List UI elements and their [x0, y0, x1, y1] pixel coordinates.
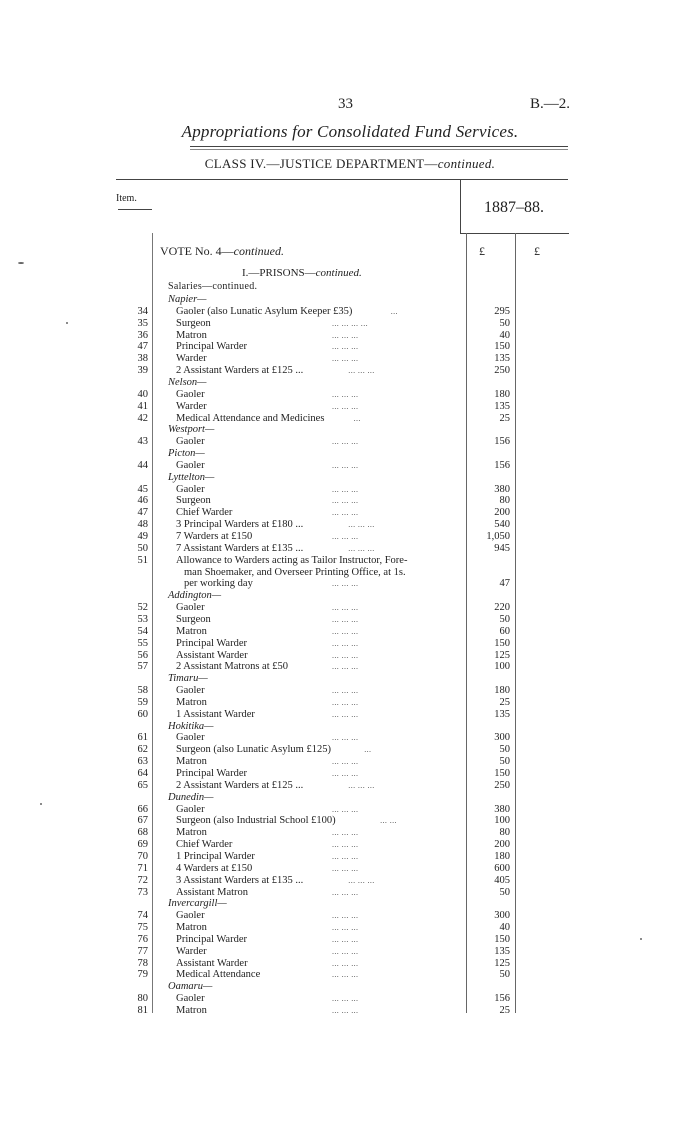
- table-row: [0, 661, 700, 673]
- table-row: [0, 519, 700, 531]
- leader-dots: ... ... ...: [332, 994, 359, 1004]
- item-amount: 200: [494, 839, 510, 851]
- location-name: Invercargill—: [168, 898, 227, 910]
- location-subheading: [0, 448, 700, 460]
- item-amount: 50: [499, 756, 510, 768]
- item-amount: 300: [494, 732, 510, 744]
- leader-dots: ... ... ...: [332, 686, 359, 696]
- item-number: 52: [137, 602, 148, 614]
- item-number: 50: [137, 542, 148, 554]
- item-amount: 80: [499, 495, 510, 507]
- item-description: 4 Warders at £150: [176, 862, 253, 874]
- leader-dots: ... ... ...: [332, 923, 359, 933]
- item-amount: 125: [494, 649, 510, 661]
- item-description: 2 Assistant Matrons at £50: [176, 661, 288, 673]
- item-number: 40: [137, 388, 148, 400]
- item-description: Warder: [176, 353, 207, 365]
- table-row: [0, 827, 700, 839]
- item-number: 56: [137, 649, 148, 661]
- table-row: [0, 839, 700, 851]
- item-description: 3 Principal Warders at £180 ...: [176, 519, 304, 531]
- item-description: 2 Assistant Warders at £125 ...: [176, 779, 304, 791]
- salaries-label: Salaries—continued.: [168, 281, 258, 292]
- item-number: 55: [137, 637, 148, 649]
- table-row: [0, 543, 700, 555]
- item-description: Matron: [176, 696, 207, 708]
- item-amount: 250: [494, 779, 510, 791]
- item-amount: 380: [494, 803, 510, 815]
- item-description: Gaoler: [176, 910, 205, 922]
- item-description: man Shoemaker, and Overseer Printing Office, at 1s.: [184, 566, 406, 578]
- location-subheading: [0, 673, 700, 685]
- item-description: Surgeon: [176, 613, 211, 625]
- item-description: Gaoler: [176, 803, 205, 815]
- item-amount: 100: [494, 815, 510, 827]
- leader-dots: ... ... ...: [332, 614, 359, 624]
- table-row: [0, 401, 700, 413]
- location-name: Addington—: [168, 590, 222, 602]
- leader-dots: ... ... ...: [332, 733, 359, 743]
- item-amount: 945: [494, 542, 510, 554]
- item-description: Gaoler (also Lunatic Asylum Keeper £35): [176, 305, 353, 317]
- leader-dots: ... ... ...: [332, 579, 359, 589]
- leader-dots: ... ... ...: [332, 1006, 359, 1015]
- table-row: [0, 650, 700, 662]
- leader-dots: ... ... ...: [332, 958, 359, 968]
- leader-dots: ... ... ...: [332, 342, 359, 352]
- item-number: 44: [137, 459, 148, 471]
- location-name: Westport—: [168, 424, 215, 436]
- item-description: Gaoler: [176, 388, 205, 400]
- item-number: 59: [137, 696, 148, 708]
- item-number: 73: [137, 886, 148, 898]
- item-amount: 50: [499, 613, 510, 625]
- table-row: [0, 744, 700, 756]
- item-amount: 50: [499, 317, 510, 329]
- location-subheading: [0, 981, 700, 993]
- item-amount: 135: [494, 708, 510, 720]
- currency-symbol-1: £: [479, 244, 485, 258]
- item-description: Gaoler: [176, 685, 205, 697]
- item-description: 7 Assistant Warders at £135 ...: [176, 542, 304, 554]
- item-amount: 25: [499, 1005, 510, 1016]
- item-description: per working day: [184, 578, 253, 590]
- location-name: Lyttelton—: [168, 471, 215, 483]
- scan-speck: [66, 322, 68, 324]
- table-row: [0, 993, 700, 1005]
- item-amount: 600: [494, 862, 510, 874]
- leader-dots: ... ... ...: [332, 401, 359, 411]
- item-amount: 135: [494, 353, 510, 365]
- item-number: 54: [137, 625, 148, 637]
- item-number: 61: [137, 732, 148, 744]
- item-number: 57: [137, 661, 148, 673]
- item-amount: 300: [494, 910, 510, 922]
- leader-dots: ... ... ...: [332, 460, 359, 470]
- item-description: Gaoler: [176, 993, 205, 1005]
- item-amount: 135: [494, 400, 510, 412]
- table-row: [0, 484, 700, 496]
- location-subheading: [0, 721, 700, 733]
- table-row: [0, 780, 700, 792]
- item-description: Chief Warder: [176, 839, 233, 851]
- year-header: 1887–88.: [484, 199, 544, 216]
- section-title: I.—PRISONS—: [242, 267, 316, 279]
- item-number: 41: [137, 400, 148, 412]
- location-name: Dunedin—: [168, 791, 214, 803]
- location-name: Napier—: [168, 294, 207, 305]
- table-row: [0, 507, 700, 519]
- leader-dots: ...: [364, 745, 372, 755]
- location-subheading: [0, 792, 700, 804]
- table-row: [0, 602, 700, 614]
- item-description: Surgeon: [176, 317, 211, 329]
- location-subheading: [0, 424, 700, 436]
- location-subheading: [0, 898, 700, 910]
- item-amount: 25: [499, 412, 510, 424]
- section-heading: [242, 267, 362, 279]
- item-amount: 156: [494, 459, 510, 471]
- item-number: 39: [137, 365, 148, 377]
- item-description: Matron: [176, 329, 207, 341]
- item-amount: 200: [494, 507, 510, 519]
- leader-dots: ...: [353, 413, 361, 423]
- leader-dots: ... ... ...: [332, 650, 359, 660]
- table-row: [0, 306, 700, 318]
- location-name: Timaru—: [168, 673, 208, 685]
- table-row: [0, 495, 700, 507]
- item-description: Principal Warder: [176, 637, 247, 649]
- page-number: 33: [338, 96, 353, 112]
- table-row: [0, 567, 700, 579]
- item-number: 77: [137, 945, 148, 957]
- item-number: 68: [137, 827, 148, 839]
- item-number: 63: [137, 756, 148, 768]
- item-description: Chief Warder: [176, 507, 233, 519]
- item-number: 79: [137, 969, 148, 981]
- leader-dots: ... ... ...: [348, 366, 375, 376]
- item-description: Medical Attendance: [176, 969, 261, 981]
- table-row: [0, 922, 700, 934]
- table-row: [0, 815, 700, 827]
- location-name: Picton—: [168, 448, 205, 460]
- item-amount: 50: [499, 744, 510, 756]
- item-description: Medical Attendance and Medicines: [176, 412, 325, 424]
- item-amount: 180: [494, 850, 510, 862]
- section-continued: continued.: [315, 267, 362, 279]
- scan-speck: [18, 262, 24, 264]
- leader-dots: ... ... ...: [332, 769, 359, 778]
- item-description: 3 Assistant Warders at £135 ...: [176, 874, 304, 886]
- location-name: Nelson—: [168, 376, 207, 388]
- item-description: Warder: [176, 945, 207, 957]
- item-number: 62: [137, 744, 148, 756]
- table-row: [0, 413, 700, 425]
- item-number: 66: [137, 803, 148, 815]
- item-amount: 380: [494, 483, 510, 495]
- item-number: 60: [137, 708, 148, 720]
- location-subheading: [0, 472, 700, 484]
- item-description: 2 Assistant Warders at £125 ...: [176, 365, 304, 377]
- item-number: 65: [137, 779, 148, 791]
- leader-dots: ... ... ...: [332, 970, 359, 980]
- item-description: Gaoler: [176, 459, 205, 471]
- item-amount: 150: [494, 637, 510, 649]
- item-description: Principal Warder: [176, 768, 247, 779]
- class-heading-continued: continued.: [437, 156, 496, 171]
- page-title: Appropriations for Consolidated Fund Services.: [181, 122, 519, 141]
- item-number: 48: [137, 519, 148, 531]
- leader-dots: ... ... ...: [332, 626, 359, 636]
- item-amount: 156: [494, 436, 510, 448]
- table-row: [0, 626, 700, 638]
- table-row: [0, 875, 700, 887]
- table-row: [0, 531, 700, 543]
- item-description: Surgeon (also Industrial School £100): [176, 815, 336, 827]
- scan-speck: [640, 938, 642, 940]
- table-row: [0, 685, 700, 697]
- table-row: [0, 934, 700, 946]
- item-description: Assistant Warder: [176, 649, 248, 661]
- currency-symbol-2: £: [534, 244, 540, 258]
- location-name: Oamaru—: [168, 981, 213, 993]
- item-amount: 156: [494, 993, 510, 1005]
- table-row: [0, 732, 700, 744]
- item-description: Matron: [176, 625, 207, 637]
- leader-dots: ... ... ...: [332, 662, 359, 672]
- item-number: 72: [137, 874, 148, 886]
- table-row: [0, 910, 700, 922]
- item-description: Allowance to Warders acting as Tailor Instructor, Fore-: [176, 554, 408, 566]
- table-row: [0, 436, 700, 448]
- item-description: Matron: [176, 756, 207, 768]
- item-number: 78: [137, 957, 148, 969]
- item-number: 45: [137, 483, 148, 495]
- item-amount: 180: [494, 685, 510, 697]
- table-row: [0, 365, 700, 377]
- item-amount: 1,050: [486, 531, 510, 542]
- leader-dots: ... ... ...: [332, 508, 359, 518]
- class-heading: [0, 156, 700, 172]
- item-number: 49: [137, 531, 148, 542]
- item-description: 1 Principal Warder: [176, 850, 255, 862]
- item-amount: 150: [494, 768, 510, 779]
- item-description: 1 Assistant Warder: [176, 708, 255, 720]
- leader-dots: ... ... ...: [332, 804, 359, 814]
- item-amount: 135: [494, 945, 510, 957]
- item-amount: 405: [494, 874, 510, 886]
- item-description: Assistant Matron: [176, 886, 249, 898]
- item-amount: 180: [494, 388, 510, 400]
- table-row: [0, 851, 700, 863]
- scan-speck: [40, 803, 42, 805]
- table-row: [0, 709, 700, 721]
- item-amount: 295: [494, 305, 510, 317]
- item-number: 42: [137, 412, 148, 424]
- title-rule-double: [190, 149, 568, 150]
- title-rule: [190, 146, 568, 147]
- table-row: [0, 768, 700, 780]
- item-description: Gaoler: [176, 436, 205, 448]
- item-description: Principal Warder: [176, 341, 247, 353]
- item-header-rule: [118, 209, 152, 210]
- leader-dots: ... ... ...: [332, 828, 359, 838]
- item-amount: 47: [499, 578, 510, 590]
- leader-dots: ... ... ...: [348, 780, 375, 790]
- item-amount: 50: [499, 886, 510, 898]
- leader-dots: ... ... ...: [332, 887, 359, 897]
- item-number: 53: [137, 613, 148, 625]
- item-number: 58: [137, 685, 148, 697]
- item-number: 76: [137, 933, 148, 945]
- leader-dots: ... ... ... ...: [332, 318, 368, 328]
- item-amount: 100: [494, 661, 510, 673]
- leader-dots: ... ... ...: [348, 520, 375, 530]
- leader-dots: ... ... ...: [332, 437, 359, 447]
- item-amount: 540: [494, 519, 510, 531]
- leader-dots: ... ... ...: [332, 496, 359, 506]
- leader-dots: ... ... ...: [332, 354, 359, 364]
- vote-continued: continued.: [233, 244, 284, 258]
- leader-dots: ... ... ...: [332, 330, 359, 340]
- item-amount: 60: [499, 625, 510, 637]
- item-number: 67: [137, 815, 148, 827]
- item-number: 80: [137, 993, 148, 1005]
- item-number: 81: [137, 1005, 148, 1016]
- item-description: Matron: [176, 827, 207, 839]
- item-amount: 150: [494, 933, 510, 945]
- table-row: [0, 555, 700, 567]
- item-number: 47: [137, 341, 148, 353]
- item-description: 7 Warders at £150: [176, 531, 253, 542]
- item-amount: 40: [499, 329, 510, 341]
- table-row: [0, 578, 700, 590]
- leader-dots: ... ... ...: [332, 484, 359, 494]
- item-number: 64: [137, 768, 148, 779]
- item-description: Matron: [176, 1005, 207, 1016]
- item-number: 51: [137, 554, 148, 566]
- table-row: [0, 756, 700, 768]
- leader-dots: ... ... ...: [348, 543, 375, 553]
- item-number: 35: [137, 317, 148, 329]
- table-row: [0, 887, 700, 899]
- vote-heading: [160, 244, 284, 259]
- table-row: [0, 389, 700, 401]
- item-description: Surgeon: [176, 495, 211, 507]
- leader-dots: ... ... ...: [332, 757, 359, 767]
- item-description: Gaoler: [176, 483, 205, 495]
- class-heading-text: CLASS IV.—JUSTICE DEPARTMENT—: [204, 156, 438, 171]
- leader-dots: ... ... ...: [332, 709, 359, 719]
- table-row: [0, 318, 700, 330]
- item-description: Warder: [176, 400, 207, 412]
- leader-dots: ... ... ...: [332, 863, 359, 873]
- table-row: [0, 353, 700, 365]
- document-reference: B.—2.: [530, 96, 571, 112]
- leader-dots: ...: [390, 306, 398, 316]
- table-row: [0, 697, 700, 709]
- leader-dots: ... ... ...: [332, 934, 359, 944]
- item-amount: 80: [499, 827, 510, 839]
- item-number: 71: [137, 862, 148, 874]
- item-amount: 40: [499, 922, 510, 934]
- table-row: [0, 330, 700, 342]
- leader-dots: ... ... ...: [332, 851, 359, 861]
- item-amount: 25: [499, 696, 510, 708]
- item-number: 70: [137, 850, 148, 862]
- item-number: 69: [137, 839, 148, 851]
- location-name: Hokitika—: [168, 720, 214, 732]
- item-description: Matron: [176, 922, 207, 934]
- table-row: [0, 946, 700, 958]
- location-subheading: [0, 377, 700, 389]
- item-number: 43: [137, 436, 148, 448]
- item-amount: 125: [494, 957, 510, 969]
- leader-dots: ... ... ...: [332, 697, 359, 707]
- item-description: Gaoler: [176, 732, 205, 744]
- leader-dots: ... ... ...: [332, 946, 359, 956]
- table-row: [0, 969, 700, 981]
- item-number: 46: [137, 495, 148, 507]
- table-row: [0, 863, 700, 875]
- table-row: [0, 614, 700, 626]
- item-description: Gaoler: [176, 602, 205, 614]
- leader-dots: ... ...: [380, 816, 397, 826]
- leader-dots: ... ... ...: [332, 532, 359, 541]
- item-description: Surgeon (also Lunatic Asylum £125): [176, 744, 331, 756]
- item-number: 47: [137, 507, 148, 519]
- leader-dots: ... ... ...: [332, 638, 359, 648]
- item-number: 36: [137, 329, 148, 341]
- item-column-header: Item.: [116, 193, 137, 204]
- vote-label: VOTE No. 4—: [160, 244, 234, 258]
- table-row: [0, 460, 700, 472]
- leader-dots: ... ... ...: [332, 840, 359, 850]
- item-description: Assistant Warder: [176, 957, 248, 969]
- table-row: [0, 804, 700, 816]
- item-amount: 220: [494, 602, 510, 614]
- item-amount: 250: [494, 365, 510, 377]
- item-number: 38: [137, 353, 148, 365]
- leader-dots: ... ... ...: [332, 911, 359, 921]
- item-amount: 50: [499, 969, 510, 981]
- leader-dots: ... ... ...: [332, 603, 359, 613]
- item-amount: 150: [494, 341, 510, 353]
- item-description: Principal Warder: [176, 933, 247, 945]
- item-number: 34: [137, 305, 148, 317]
- location-subheading: [0, 294, 700, 306]
- table-row: [0, 958, 700, 970]
- location-subheading: [0, 590, 700, 602]
- leader-dots: ... ... ...: [332, 389, 359, 399]
- table-row: [0, 1005, 700, 1017]
- item-number: 75: [137, 922, 148, 934]
- item-number: 74: [137, 910, 148, 922]
- leader-dots: ... ... ...: [348, 875, 375, 885]
- table-row: [0, 341, 700, 353]
- table-row: [0, 638, 700, 650]
